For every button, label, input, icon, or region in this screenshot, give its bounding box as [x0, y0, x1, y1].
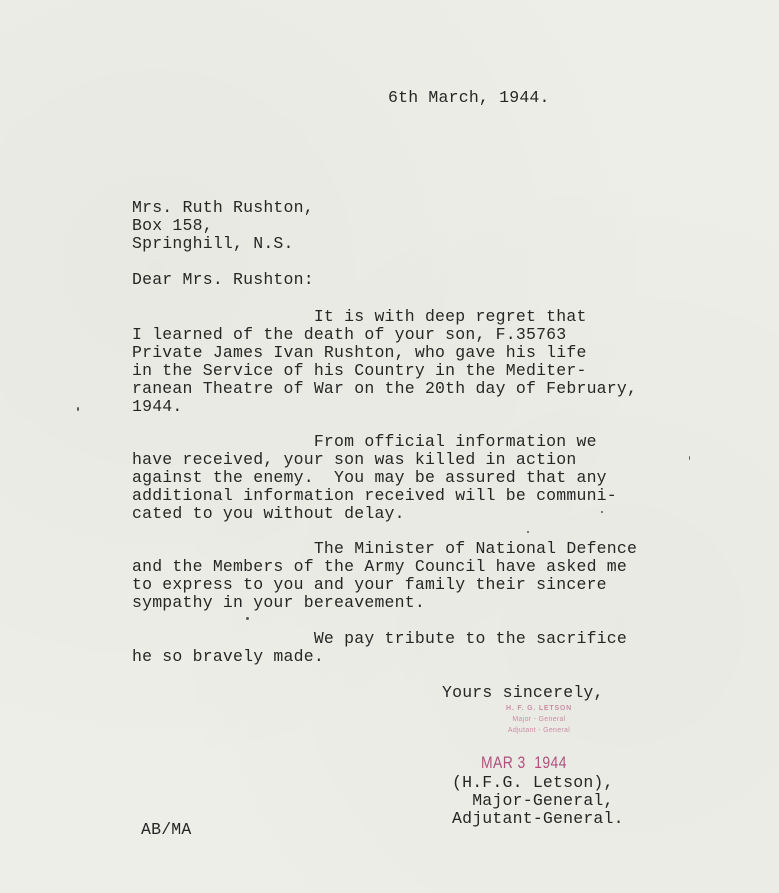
paragraph-line: Private James Ivan Rushton, who gave his life: [132, 343, 587, 362]
salutation: Dear Mrs. Rushton:: [132, 270, 314, 289]
paper-speck: [527, 531, 529, 533]
paragraph-line: in the Service of his Country in the Mediter-: [132, 361, 587, 380]
paragraph-line: From official information we: [132, 432, 597, 451]
date-stamp: MAR 3 1944: [481, 753, 567, 772]
closing: Yours sincerely,: [442, 683, 604, 702]
paper-speck: [601, 511, 603, 513]
paragraph-line: and the Members of the Army Council have asked me: [132, 557, 627, 576]
paragraph-line: sympathy in your bereavement.: [132, 593, 425, 612]
paragraph-condolence: [132, 308, 637, 416]
paragraph-line: It is with deep regret that: [132, 307, 587, 326]
recipient-address: [132, 199, 314, 253]
paper-speck: [246, 617, 249, 620]
signatory-title: Adjutant-General.: [452, 809, 624, 828]
recipient-box: Box 158,: [132, 216, 213, 235]
recipient-name: Mrs. Ruth Rushton,: [132, 198, 314, 217]
reference-initials: AB/MA: [141, 820, 192, 839]
paragraph-line: to express to you and your family their sincere: [132, 575, 607, 594]
stamp-line: H. F. G. LETSON: [505, 705, 573, 712]
signatory-rank: Major-General,: [452, 791, 614, 810]
paragraph-line: ranean Theatre of War on the 20th day of February,: [132, 379, 638, 398]
paragraph-sympathy: [132, 540, 637, 612]
paragraph-line: The Minister of National Defence: [132, 539, 638, 558]
signature-block: [452, 774, 624, 828]
letter-date: 6th March, 1944.: [388, 88, 550, 107]
paragraph-line: he so bravely made.: [132, 647, 324, 666]
paragraph-line: 1944.: [132, 397, 183, 416]
paragraph-line: have received, your son was killed in action: [132, 450, 577, 469]
signatory-name: (H.F.G. Letson),: [452, 773, 614, 792]
paper-speck: [689, 456, 690, 460]
paragraph-tribute: [132, 630, 627, 666]
paragraph-line: against the enemy. You may be assured that any: [132, 468, 607, 487]
name-stamp: [484, 703, 594, 736]
paragraph-line: I learned of the death of your son, F.35763: [132, 325, 567, 344]
stamp-line: Major - General: [512, 716, 566, 723]
paragraph-line: additional information received will be communi-: [132, 486, 617, 505]
stamp-line: Adjutant - General: [507, 727, 571, 734]
paragraph-line: We pay tribute to the sacrifice: [132, 629, 627, 648]
paper-speck: [77, 407, 79, 411]
paragraph-line: cated to you without delay.: [132, 504, 405, 523]
recipient-town: Springhill, N.S.: [132, 234, 294, 253]
paragraph-official-information: [132, 433, 617, 523]
